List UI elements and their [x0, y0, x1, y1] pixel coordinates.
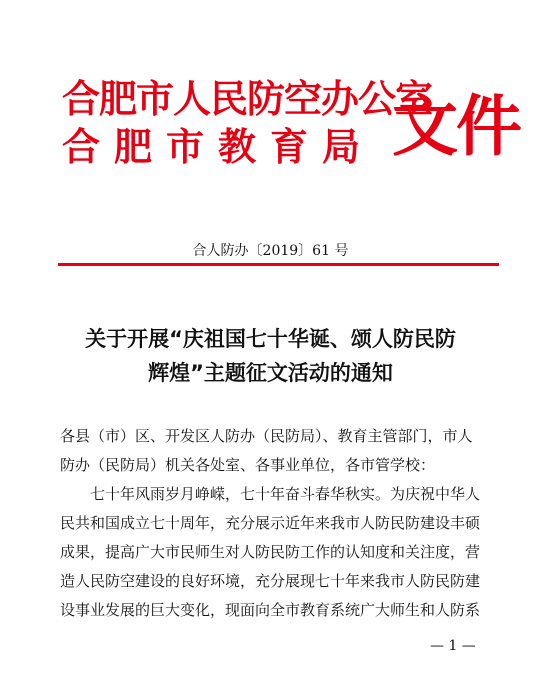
body-line: 民共和国成立七十周年，充分展示近年来我市人防民防建设丰硕	[60, 514, 481, 532]
body-line: 七十年风雨岁月峥嵘，七十年奋斗春华秋实。为庆祝中华人	[90, 485, 481, 503]
body-line: 设事业发展的巨大变化，现面向全市教育系统广大师生和人防系	[60, 601, 481, 619]
body-line: 各县（市）区、开发区人防办（民防局）、教育主管部门，市人	[60, 427, 473, 445]
body-line: 防办（民防局）机关各处室、各事业单位，各市管学校：	[60, 456, 436, 474]
document-title	[0, 322, 541, 390]
body-line: 造人民防空建设的良好环境，充分展现七十年来我市人防民防建	[60, 572, 481, 590]
title-line-1: 关于开展“庆祖国七十华诞、颂人防民防	[85, 327, 456, 351]
issuer-name-1: 合肥市人民防空办公室	[62, 77, 433, 121]
issuer-name-2: 合肥市教育局	[62, 125, 375, 169]
title-line-2: 辉煌”主题征文活动的通知	[148, 361, 393, 385]
red-divider	[58, 263, 499, 266]
red-header	[62, 70, 520, 180]
page-number: — 1 —	[430, 638, 476, 654]
document-number: 合人防办〔2019〕61 号	[192, 243, 349, 259]
document-body	[60, 422, 502, 625]
body-line: 成果，提高广大市民师生对人防民防工作的认知度和关注度，营	[60, 543, 481, 561]
document-word: 文件	[392, 88, 520, 165]
